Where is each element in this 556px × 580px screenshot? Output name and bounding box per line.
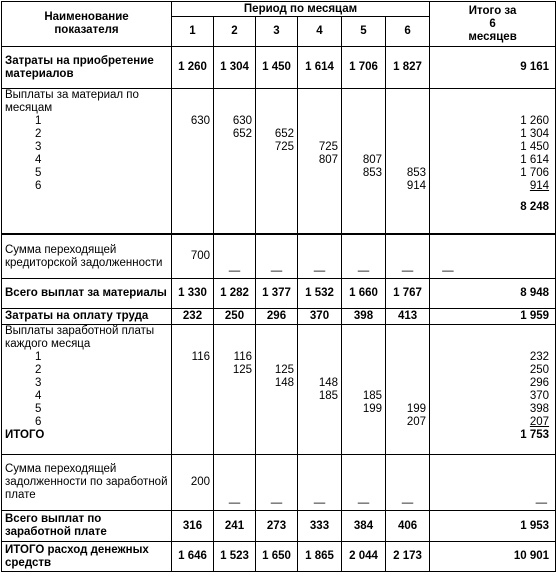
- cell: 125: [232, 364, 252, 376]
- cell: [259, 167, 294, 180]
- cell: 241: [214, 511, 256, 542]
- cell: 652: [232, 128, 252, 140]
- cell: 1 865: [298, 542, 342, 572]
- cell: 1 660: [342, 279, 386, 309]
- cell: —: [214, 235, 256, 279]
- cell: —: [256, 455, 298, 511]
- cell: [217, 167, 252, 180]
- cell: —: [214, 455, 256, 511]
- cell: [345, 416, 382, 429]
- cell: [259, 351, 294, 364]
- month-index: 4: [35, 390, 42, 402]
- cell: [301, 115, 338, 128]
- cell: [345, 128, 382, 141]
- cell: [345, 180, 382, 193]
- grand-total-label: ИТОГО расход денежных средств: [2, 542, 172, 572]
- cell: 199: [362, 403, 382, 415]
- cell: [301, 180, 338, 193]
- month-index: 6: [35, 180, 42, 192]
- cell: [301, 416, 338, 429]
- cell: [301, 351, 338, 364]
- cell: [389, 128, 426, 141]
- cell: 2 044: [342, 542, 386, 572]
- cell: 1 260: [172, 47, 214, 89]
- cell: [259, 180, 294, 193]
- month-index: 3: [35, 141, 42, 153]
- header-month-2: 2: [214, 17, 256, 47]
- cell: —: [298, 235, 342, 279]
- cell: [175, 377, 210, 390]
- cell: 1 614: [298, 47, 342, 89]
- cell: [175, 416, 210, 429]
- cell: [345, 364, 382, 377]
- month-index: 1: [35, 115, 42, 127]
- cell: 8 948: [430, 279, 556, 309]
- cell: [175, 141, 210, 154]
- labor-costs-label: Затраты на оплату труда: [2, 309, 172, 325]
- cell: [175, 390, 210, 403]
- cell: 1 532: [298, 279, 342, 309]
- cell: 2 173: [386, 542, 430, 572]
- cell: [259, 403, 294, 416]
- cell: 1 827: [386, 47, 430, 89]
- table-row: [2, 455, 556, 511]
- cell: 370: [529, 390, 550, 402]
- cell: 1 767: [386, 279, 430, 309]
- cell: 199: [406, 403, 427, 415]
- cell: 296: [529, 377, 550, 389]
- month-index: 5: [35, 403, 42, 415]
- month-index: 6: [35, 416, 42, 428]
- cell: [259, 390, 294, 403]
- table-row: [2, 511, 556, 542]
- cell: 384: [342, 511, 386, 542]
- cell: [217, 403, 252, 416]
- cell: 807: [318, 154, 338, 166]
- cell: 1 614: [520, 154, 550, 166]
- cell: 398: [529, 403, 550, 415]
- labor-itogo-label: ИТОГО: [5, 429, 45, 441]
- cell: —: [386, 235, 430, 279]
- cell: —: [430, 235, 556, 279]
- cell: —: [256, 235, 298, 279]
- table-row: [2, 89, 556, 234]
- header-period: Период по месяцам: [172, 2, 430, 17]
- cell: 250: [529, 364, 550, 376]
- cell: [175, 364, 210, 377]
- header-month-5: 5: [342, 17, 386, 47]
- cell: [345, 141, 382, 154]
- cell: 630: [190, 115, 210, 127]
- month-index: 2: [35, 364, 42, 376]
- cell: —: [430, 455, 556, 511]
- cell: [217, 390, 252, 403]
- cell: 116: [191, 351, 210, 363]
- labor-payments-label: Выплаты заработной платы каждого месяца: [5, 325, 155, 350]
- cell: 333: [298, 511, 342, 542]
- cell: [175, 167, 210, 180]
- cell: [259, 416, 294, 429]
- cell: 207: [529, 416, 550, 428]
- cell: 116: [233, 351, 252, 363]
- table-row: [2, 279, 556, 309]
- cell: 9 161: [430, 47, 556, 89]
- cell: [259, 115, 294, 128]
- cell: [175, 128, 210, 141]
- materials-payments-label: Выплаты за материал по месяцам: [5, 89, 139, 114]
- cell: —: [342, 235, 386, 279]
- cell: [301, 128, 338, 141]
- cell: 185: [362, 390, 382, 402]
- month-index: 4: [35, 154, 42, 166]
- cell: —: [386, 455, 430, 511]
- month-index: 3: [35, 377, 42, 389]
- labor-total-paid-label: Всего выплат по заработной плате: [2, 511, 172, 542]
- cell: 1 304: [520, 128, 550, 140]
- cell: [301, 364, 338, 377]
- cell: [389, 115, 426, 128]
- cell: 700: [172, 235, 214, 279]
- cell: [217, 377, 252, 390]
- cell: 914: [529, 180, 550, 192]
- cell: 1 304: [214, 47, 256, 89]
- cell: 725: [274, 141, 294, 153]
- table-row: [2, 235, 556, 279]
- cell: 413: [386, 309, 430, 325]
- cell: [345, 377, 382, 390]
- materials-itogo-total: 8 248: [520, 201, 550, 213]
- cell: 370: [298, 309, 342, 325]
- cell: 1 650: [256, 542, 298, 572]
- cell: 652: [274, 128, 294, 140]
- header-month-1: 1: [172, 17, 214, 47]
- header-month-3: 3: [256, 17, 298, 47]
- table-row: [2, 309, 556, 325]
- cell: 200: [172, 455, 214, 511]
- cell: [389, 377, 426, 390]
- cell: —: [342, 455, 386, 511]
- table-row: [2, 47, 556, 89]
- cell: [389, 351, 426, 364]
- cell: 232: [529, 351, 550, 363]
- cell: 250: [214, 309, 256, 325]
- cell: 1 450: [520, 141, 550, 153]
- cell: [389, 364, 426, 377]
- cell: [259, 154, 294, 167]
- labor-itogo-total: 1 753: [520, 429, 550, 441]
- cell: 1 706: [520, 167, 550, 179]
- header-month-4: 4: [298, 17, 342, 47]
- cell: 406: [386, 511, 430, 542]
- cash-budget-table: [1, 1, 556, 572]
- cell: [301, 167, 338, 180]
- cell: 1 260: [520, 115, 550, 127]
- table-row: [2, 325, 556, 455]
- cell: 207: [406, 416, 427, 428]
- cell: 232: [172, 309, 214, 325]
- cell: 273: [256, 511, 298, 542]
- cell: 148: [274, 377, 294, 389]
- cell: 398: [342, 309, 386, 325]
- cell: [345, 351, 382, 364]
- cell: 1 282: [214, 279, 256, 309]
- cell: 1 330: [172, 279, 214, 309]
- cell: [217, 180, 252, 193]
- cell: [389, 154, 426, 167]
- header-total: Итого за 6 месяцев: [430, 2, 556, 47]
- cell: —: [298, 455, 342, 511]
- cell: 296: [256, 309, 298, 325]
- table-row: [2, 542, 556, 572]
- cell: [175, 154, 210, 167]
- materials-carryover-label: Сумма переходящей кредиторской задолженности: [2, 235, 172, 279]
- cell: 185: [318, 390, 338, 402]
- cell: [389, 390, 426, 403]
- cell: [175, 403, 210, 416]
- month-index: 2: [35, 128, 42, 140]
- cell: 630: [232, 115, 252, 127]
- cell: 1 959: [430, 309, 556, 325]
- cell: [345, 115, 382, 128]
- cell: 853: [406, 167, 427, 179]
- month-index: 5: [35, 167, 42, 179]
- header-indicator-name: Наименование показателя: [2, 2, 172, 47]
- cell: [301, 403, 338, 416]
- cell: 1 450: [256, 47, 298, 89]
- header-month-6: 6: [386, 17, 430, 47]
- month-index: 1: [35, 351, 42, 363]
- cell: 807: [362, 154, 382, 166]
- cell: 316: [172, 511, 214, 542]
- materials-costs-label: Затраты на приобретение материалов: [2, 47, 172, 89]
- cell: 725: [318, 141, 338, 153]
- cell: [217, 154, 252, 167]
- cell: [217, 416, 252, 429]
- cell: 914: [406, 180, 427, 192]
- cell: 853: [362, 167, 382, 179]
- cell: 1 706: [342, 47, 386, 89]
- cell: 1 523: [214, 542, 256, 572]
- cell: [175, 180, 210, 193]
- materials-total-paid-label: Всего выплат за материалы: [2, 279, 172, 309]
- cell: 148: [318, 377, 338, 389]
- cell: 1 953: [430, 511, 556, 542]
- cell: 1 646: [172, 542, 214, 572]
- labor-carryover-label: Сумма переходящей задолженности по заработной плате: [2, 455, 172, 511]
- cell: [217, 141, 252, 154]
- cell: 125: [274, 364, 294, 376]
- cell: 10 901: [430, 542, 556, 572]
- cell: 1 377: [256, 279, 298, 309]
- cell: [389, 141, 426, 154]
